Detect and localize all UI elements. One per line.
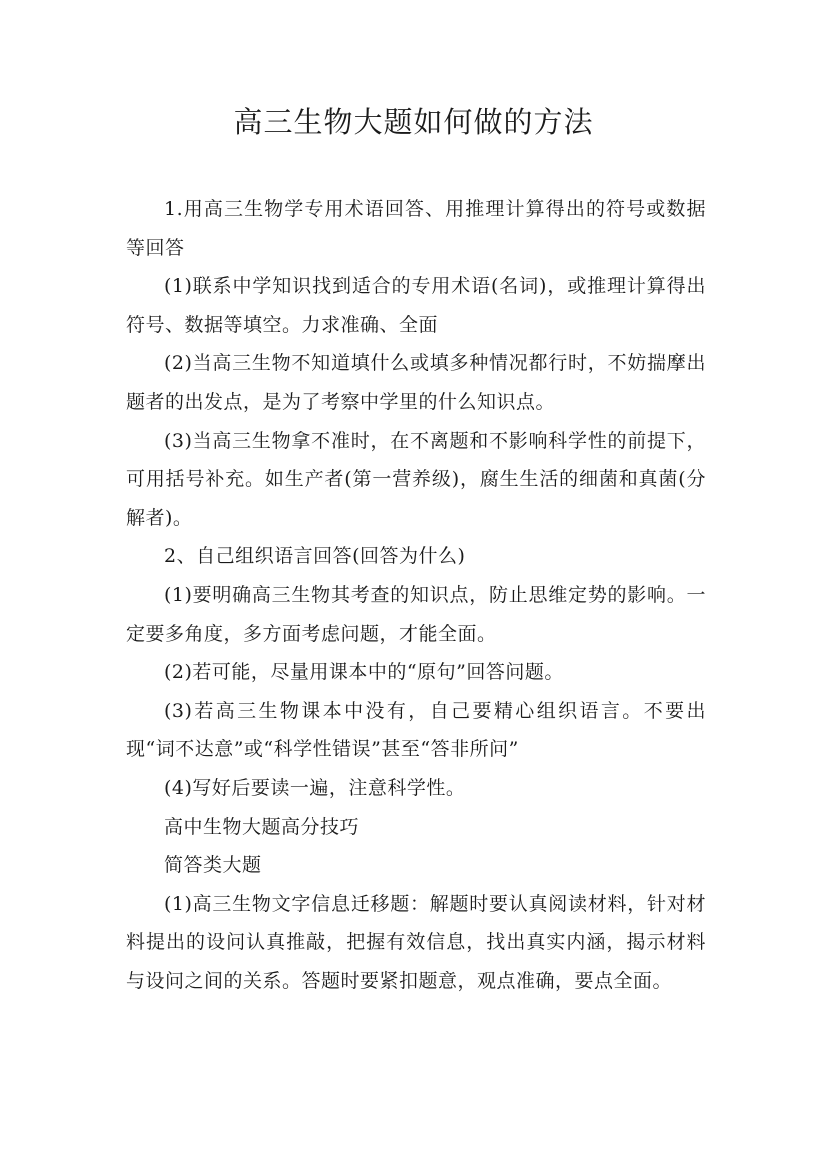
paragraph-5: 2、自己组织语言回答(回答为什么)	[164, 545, 466, 568]
paragraph-8: (3)若高三生物课本中没有，自己要精心组织语言。不要出现“词不达意”或“科学性错误”甚至“答非所问”	[126, 699, 706, 761]
paragraph-2: (1)联系中学知识找到适合的专用术语(名词)，或推理计算得出符号、数据等填空。力求准确、全面	[126, 275, 706, 336]
paragraph-10: (1)高三生物文字信息迁移题：解题时要认真阅读材料，针对材料提出的设问认真推敲，把握有效信息，找出真实内涵，揭示材料与设问之间的关系。答题时要紧扣题意，观点准确，要点全面。	[126, 892, 706, 992]
section-heading-2: 简答类大题	[164, 854, 262, 877]
paragraph-4: (3)当高三生物拿不准时，在不离题和不影响科学性的前提下，可用括号补充。如生产者(第一营养级)，腐生生活的细菌和真菌(分解者)。	[126, 429, 706, 529]
page-title: 高三生物大题如何做的方法	[233, 105, 594, 139]
paragraph-1: 1.用高三生物学专用术语回答、用推理计算得出的符号或数据等回答	[126, 198, 706, 259]
paragraph-3: (2)当高三生物不知道填什么或填多种情况都行时，不妨揣摩出题者的出发点，是为了考察中学里的什么知识点。	[126, 352, 706, 413]
document-body	[126, 190, 706, 1000]
paragraph-9: (4)写好后要读一遍，注意科学性。	[164, 776, 466, 799]
paragraph-7: (2)若可能，尽量用课本中的“原句”回答问题。	[164, 661, 564, 684]
paragraph-6: (1)要明确高三生物其考查的知识点，防止思维定势的影响。一定要多角度，多方面考虑问题，才能全面。	[126, 583, 706, 645]
section-heading-1: 高中生物大题高分技巧	[164, 815, 360, 838]
